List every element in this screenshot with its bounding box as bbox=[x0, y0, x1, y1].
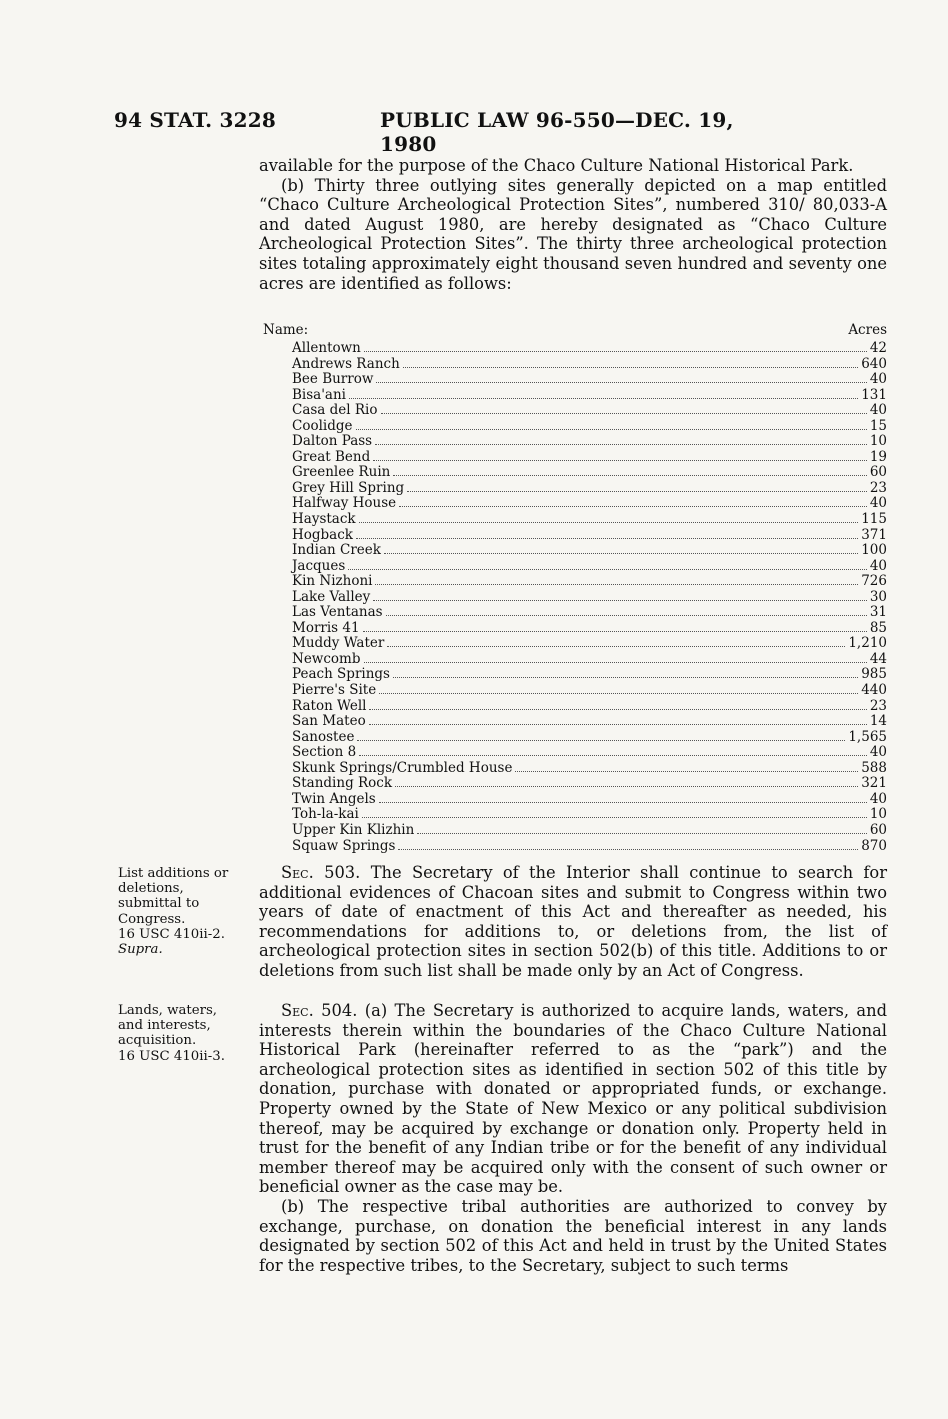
table-row bbox=[263, 481, 887, 497]
stat-page-number: 94 STAT. 3228 bbox=[114, 108, 276, 132]
site-name: Dalton Pass bbox=[292, 433, 373, 450]
section-503-label: Sec. 503. bbox=[281, 863, 361, 882]
table-header bbox=[263, 323, 887, 341]
site-name: Squaw Springs bbox=[292, 837, 396, 854]
site-name: Halfway House bbox=[292, 495, 397, 512]
site-acres: 10 bbox=[869, 433, 887, 450]
dot-leader bbox=[407, 481, 867, 492]
table-rows bbox=[263, 341, 887, 854]
site-name: Sanostee bbox=[292, 728, 355, 745]
dot-leader bbox=[399, 496, 867, 507]
dot-leader bbox=[375, 434, 867, 445]
table-row bbox=[263, 683, 887, 699]
site-acres: 985 bbox=[861, 666, 887, 683]
table-row bbox=[263, 465, 887, 481]
dot-leader bbox=[376, 372, 866, 383]
name-column-header: Name: bbox=[263, 322, 309, 338]
site-acres: 15 bbox=[869, 417, 887, 434]
dot-leader bbox=[369, 699, 866, 710]
table-row bbox=[263, 730, 887, 746]
site-name: Haystack bbox=[292, 511, 356, 528]
table-row bbox=[263, 512, 887, 528]
table-row bbox=[263, 434, 887, 450]
dot-leader bbox=[386, 605, 867, 616]
site-acres: 115 bbox=[861, 511, 887, 528]
page-header bbox=[114, 108, 764, 156]
dot-leader bbox=[359, 512, 859, 523]
table-row bbox=[263, 667, 887, 683]
margin-note-line: Congress. bbox=[118, 911, 186, 927]
site-acres: 870 bbox=[861, 837, 887, 854]
site-name: Greenlee Ruin bbox=[292, 464, 391, 481]
table-row bbox=[263, 388, 887, 404]
site-name: Standing Rock bbox=[292, 775, 393, 792]
site-name: Casa del Rio bbox=[292, 402, 378, 419]
dot-leader bbox=[384, 543, 858, 554]
site-name: Muddy Water bbox=[292, 635, 385, 652]
site-acres: 131 bbox=[861, 386, 887, 403]
site-acres: 23 bbox=[869, 697, 887, 714]
dot-leader bbox=[398, 839, 858, 850]
site-name: Jacques bbox=[292, 557, 346, 574]
site-name: Peach Springs bbox=[292, 666, 390, 683]
continuation-paragraph: available for the purpose of the Chaco Culture National Historical Park. bbox=[259, 156, 854, 175]
dot-leader bbox=[359, 745, 867, 756]
margin-note-line: and interests, bbox=[118, 1018, 211, 1034]
site-acres: 40 bbox=[869, 402, 887, 419]
table-row bbox=[263, 528, 887, 544]
dot-leader bbox=[364, 652, 867, 663]
site-acres: 100 bbox=[861, 542, 887, 559]
site-name: Morris 41 bbox=[292, 619, 360, 636]
dot-leader bbox=[403, 357, 858, 368]
site-name: Indian Creek bbox=[292, 542, 381, 559]
intro-section bbox=[259, 156, 887, 293]
table-row bbox=[263, 419, 887, 435]
dot-leader bbox=[393, 465, 866, 476]
dot-leader bbox=[375, 574, 858, 585]
dot-leader bbox=[356, 419, 867, 430]
site-acres: 371 bbox=[861, 526, 887, 543]
table-row bbox=[263, 792, 887, 808]
site-acres: 40 bbox=[869, 557, 887, 574]
table-row bbox=[263, 776, 887, 792]
section-503-paragraph bbox=[259, 863, 887, 981]
dot-leader bbox=[417, 823, 866, 834]
dot-leader bbox=[379, 683, 858, 694]
margin-note-supra: Supra. bbox=[118, 942, 163, 958]
site-name: Grey Hill Spring bbox=[292, 479, 405, 496]
table-row bbox=[263, 496, 887, 512]
site-acres: 40 bbox=[869, 744, 887, 761]
margin-note-list-additions bbox=[118, 866, 253, 957]
table-row bbox=[263, 590, 887, 606]
site-name: Andrews Ranch bbox=[292, 355, 400, 372]
dot-leader bbox=[379, 792, 867, 803]
site-name: Great Bend bbox=[292, 448, 371, 465]
margin-note-line: List additions or bbox=[118, 866, 229, 881]
paragraph-b: (b) Thirty three outlying sites generally depicted on a map entitled “Chaco Culture Archeological Protection Sites”, numbered 310/ 80,033-A and dated August 1980, are hereby designated as “Chaco Culture Archeological Protection Sites”. The thirty three archeological protection sites totaling approximately eight thousand seven hundred and seventy one acres are identified as follows: bbox=[259, 175, 887, 293]
section-504-paragraph-b: (b) The respective tribal authorities are authorized to convey by exchange, purchase, on donation the beneficial interest in any lands designated by section 502 of this Act and held in trust by the United States for the respective tribes, to the Secretary, subject to such terms bbox=[259, 1196, 887, 1275]
site-acres: 60 bbox=[869, 464, 887, 481]
site-acres: 10 bbox=[869, 806, 887, 823]
site-name: Bisa'ani bbox=[292, 386, 346, 403]
site-acres: 14 bbox=[869, 713, 887, 730]
site-acres: 440 bbox=[861, 682, 887, 699]
table-row bbox=[263, 839, 887, 855]
site-name: Skunk Springs/Crumbled House bbox=[292, 759, 513, 776]
dot-leader bbox=[395, 776, 858, 787]
table-row bbox=[263, 714, 887, 730]
table-row bbox=[263, 450, 887, 466]
table-row bbox=[263, 574, 887, 590]
dot-leader bbox=[357, 730, 845, 741]
section-504-paragraph-a bbox=[259, 1001, 887, 1197]
margin-note-lands-acquisition bbox=[118, 1003, 253, 1064]
margin-note-line: acquisition. bbox=[118, 1033, 197, 1049]
dot-leader bbox=[348, 559, 867, 570]
site-acres: 726 bbox=[861, 573, 887, 590]
table-row bbox=[263, 357, 887, 373]
table-row bbox=[263, 605, 887, 621]
site-name: Toh-la-kai bbox=[292, 806, 359, 823]
site-acres: 640 bbox=[861, 355, 887, 372]
site-acres: 85 bbox=[869, 619, 887, 636]
table-row bbox=[263, 761, 887, 777]
dot-leader bbox=[349, 388, 858, 399]
margin-note-line: submittal to bbox=[118, 896, 200, 912]
section-504 bbox=[259, 1001, 887, 1275]
dot-leader bbox=[363, 621, 867, 632]
margin-note-citation: 16 USC 410ii-3. bbox=[118, 1048, 225, 1064]
table-row bbox=[263, 652, 887, 668]
section-504-label: Sec. 504. bbox=[281, 1001, 358, 1020]
table-row bbox=[263, 699, 887, 715]
site-acres: 23 bbox=[869, 479, 887, 496]
dot-leader bbox=[387, 636, 845, 647]
site-acres: 19 bbox=[869, 448, 887, 465]
site-name: Newcomb bbox=[292, 650, 361, 667]
section-504-text-a: (a) The Secretary is authorized to acquire lands, waters, and interests therein within the boundaries of the Chaco Culture National Historical Park (hereinafter referred to as the “park”) and the archeological protection sites as identified in section 502 of this title by donation, purchase with donated or appropriated funds, or exchange. Property owned by the State of New Mexico or any political subdivision thereof, may be acquired by exchange or donation only. Property held in trust for the benefit of any Indian tribe or for the benefit of any individual member thereof may be acquired only with the consent of such owner or beneficial owner as the case may be. bbox=[259, 1001, 887, 1197]
dot-leader bbox=[369, 714, 867, 725]
site-name: Pierre's Site bbox=[292, 682, 377, 699]
dot-leader bbox=[515, 761, 858, 772]
section-503 bbox=[259, 863, 887, 981]
site-name: Lake Valley bbox=[292, 588, 371, 605]
site-acres: 31 bbox=[869, 604, 887, 621]
site-name: Hogback bbox=[292, 526, 353, 543]
site-acres: 42 bbox=[869, 340, 887, 356]
site-name: Allentown bbox=[292, 340, 361, 356]
site-name: Twin Angels bbox=[292, 790, 376, 807]
law-title: PUBLIC LAW 96-550—DEC. 19, 1980 bbox=[380, 108, 734, 156]
dot-leader bbox=[373, 590, 867, 601]
site-name: Bee Burrow bbox=[292, 371, 374, 388]
site-name: Coolidge bbox=[292, 417, 353, 434]
dot-leader bbox=[362, 807, 867, 818]
site-acres: 40 bbox=[869, 790, 887, 807]
table-row bbox=[263, 807, 887, 823]
margin-note-line: Lands, waters, bbox=[118, 1003, 218, 1018]
table-row bbox=[263, 543, 887, 559]
dot-leader bbox=[393, 667, 858, 678]
margin-note-citation: 16 USC 410ii-2. bbox=[118, 926, 225, 942]
site-name: Kin Nizhoni bbox=[292, 573, 373, 590]
site-name: Raton Well bbox=[292, 697, 367, 714]
site-acres: 44 bbox=[869, 650, 887, 667]
site-acres: 30 bbox=[869, 588, 887, 605]
site-acres: 321 bbox=[861, 775, 887, 792]
margin-note-line: deletions, bbox=[118, 881, 184, 897]
table-row bbox=[263, 745, 887, 761]
site-acres: 60 bbox=[869, 821, 887, 838]
table-row bbox=[263, 636, 887, 652]
acres-column-header: Acres bbox=[848, 322, 887, 338]
site-name: Las Ventanas bbox=[292, 604, 383, 621]
site-acres: 588 bbox=[861, 759, 887, 776]
site-acres: 1,210 bbox=[848, 635, 887, 652]
site-acres: 1,565 bbox=[848, 728, 887, 745]
dot-leader bbox=[364, 341, 867, 352]
table-row bbox=[263, 403, 887, 419]
table-row bbox=[263, 372, 887, 388]
site-name: Upper Kin Klizhin bbox=[292, 821, 415, 838]
table-row bbox=[263, 559, 887, 575]
table-row bbox=[263, 621, 887, 637]
table-row bbox=[263, 341, 887, 357]
dot-leader bbox=[381, 403, 867, 414]
site-acres: 40 bbox=[869, 371, 887, 388]
sites-table bbox=[263, 323, 887, 854]
section-503-text: The Secretary of the Interior shall continue to search for additional evidences of Chacoan sites and submit to Congress within two years of date of enactment of this Act and thereafter as needed, his recommendations for additions to, or deletions from, the list of archeological protection sites in section 502(b) of this title. Additions to or deletions from such list shall be made only by an Act of Congress. bbox=[259, 863, 888, 980]
site-acres: 40 bbox=[869, 495, 887, 512]
site-name: Section 8 bbox=[292, 744, 357, 761]
dot-leader bbox=[373, 450, 867, 461]
table-row bbox=[263, 823, 887, 839]
site-name: San Mateo bbox=[292, 713, 366, 730]
dot-leader bbox=[356, 528, 858, 539]
